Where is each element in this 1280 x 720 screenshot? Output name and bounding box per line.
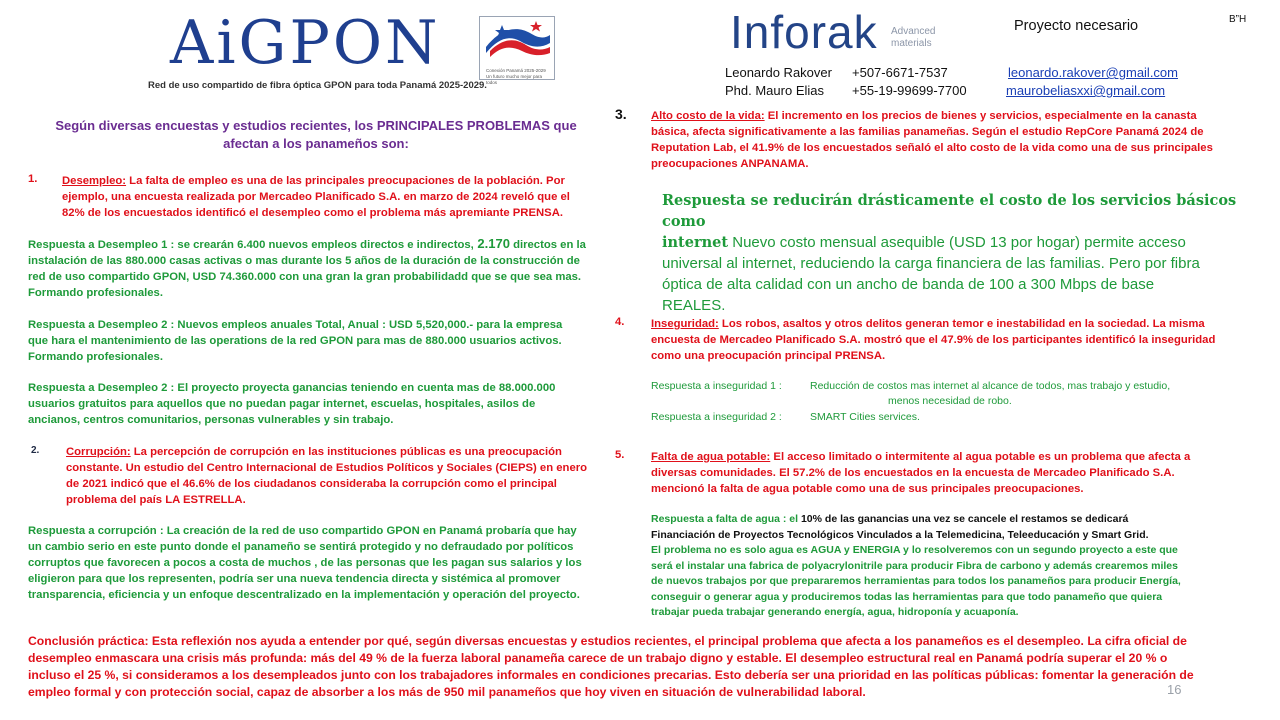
- respuesta-inseguridad-label-1: Respuesta a inseguridad 1 :: [651, 380, 782, 392]
- text-line: [28, 236, 596, 253]
- highlight-number: 2.170: [473, 236, 510, 251]
- conclusion: [28, 633, 1258, 701]
- text-line: encuesta de Mercadeo Planificado S.A. mostró que el 47.9% de los participantes identificó la inseguridad: [651, 334, 1216, 346]
- flag-caption-line: Un futuro mucho mejor para todos: [486, 74, 543, 85]
- flag-caption: [480, 68, 554, 86]
- text-line: óptica de alta calidad con un ancho de banda de 100 a 300 Mbps de base: [662, 276, 1155, 293]
- text-line: un cambio serio en este punto donde el panameño se sentirá protegido y no defraudado por políticos: [28, 541, 574, 553]
- text-line: diversas comunidades. El 57.2% de los encuestados en la encuesta de Mercadeo Planificado S.A.: [651, 467, 1175, 479]
- highlight-number: 10%: [800, 513, 822, 525]
- respuesta-agua: [651, 512, 1241, 621]
- text-span: El incremento en los precios de bienes y servicios, especialmente en la canasta: [764, 110, 1197, 122]
- text-line: ancianos, centros comunitarios, personas vulnerables y sin trabajo.: [28, 414, 394, 426]
- problem-agua: [651, 449, 1237, 497]
- subtitle: Red de uso compartido de fibra óptica GPON para toda Panamá 2025-2029.: [148, 80, 487, 91]
- text-line: [662, 232, 1246, 253]
- text-line: incluso el 25 %, si consideramos a los desempleados junto con los trabajadores informales en condiciones precarias. Esto debería ser una prioridad en las políticas públicas: fomentar la generación de: [28, 668, 1194, 682]
- text-line: de nuevos trabajos por que prepararemos herramientas para todos los panameños para producir Energía,: [651, 575, 1181, 587]
- text-span: Respuesta a falta de agua : el: [651, 513, 801, 525]
- problem-inseguridad: [651, 316, 1243, 364]
- problem-corrupcion: [66, 444, 596, 508]
- item-number: 3.: [615, 106, 627, 122]
- item-number: 1.: [28, 173, 38, 185]
- text-span: de las ganancias una vez se cancele el restamos se dedicará: [821, 513, 1129, 525]
- page-number: 16: [1167, 682, 1182, 697]
- text-line: constante. Un estudio del Centro Internacional de Estudios Políticos y Sociales (CIEPS) en enero: [66, 462, 588, 474]
- text-line: [66, 444, 596, 460]
- contact-name: Phd. Mauro Elias: [725, 83, 824, 98]
- text-span: Nuevo costo mensual asequible (USD 13 por hogar) permite acceso: [728, 234, 1186, 251]
- text-line: transparencia, eficiencia y un enfoque descentralizado en la implementación y operación del proyecto.: [28, 589, 580, 601]
- text-line: de 2021 indicó que el 46.6% de los ciudadanos consideraba la corrupción como el principal: [66, 478, 557, 490]
- text-line: Reducción de costos mas internet al alcance de todos, mas trabajo y estudio,: [810, 380, 1171, 392]
- text-line: como una preocupación principal PRENSA.: [651, 350, 886, 362]
- text-line: básica, afecta significativamente a las familias panameñas. Según el estudio RepCore Panamá 2024 de: [651, 126, 1204, 138]
- item-number: 5.: [615, 449, 625, 461]
- contact-email[interactable]: maurobeliasxxi@gmail.com: [1006, 83, 1166, 98]
- contact-email[interactable]: leonardo.rakover@gmail.com: [1008, 65, 1178, 80]
- text-line: que hara el mantenimiento de las operations de la red GPON para mas de 880.000 usuarios activos.: [28, 335, 562, 347]
- text-line: problema del país LA ESTRELLA.: [66, 494, 246, 506]
- respuesta-desempleo-3: [28, 380, 596, 428]
- item-number: 4.: [615, 316, 625, 328]
- respuesta-costo-vida: [662, 190, 1246, 316]
- item-number: 2.: [31, 445, 40, 456]
- text-line: Formando profesionales.: [28, 351, 163, 363]
- respuesta-corrupcion: [28, 523, 598, 603]
- text-line: Conclusión práctica: Esta reflexión nos ayuda a entender por qué, según diversas encuestas y estudios recientes, el principal problema que afecta a los panameños es el desempleo. La cifra oficial de: [28, 634, 1187, 648]
- text-line: Respuesta a Desempleo 2 : El proyecto proyecta ganancias teniendo en cuenta mas de 88.000.000: [28, 382, 556, 394]
- inforak-sub-line: Advanced: [891, 26, 936, 37]
- respuesta-inseguridad-label-2: Respuesta a inseguridad 2 :: [651, 411, 782, 423]
- problem-title: Desempleo:: [62, 175, 127, 187]
- inforak-sub-line: materials: [891, 38, 932, 49]
- text-line: corruptos que favorecen a pocos a costa de muchos , de las personas que les pagan sus salarios y los: [28, 557, 582, 569]
- problem-desempleo: [62, 173, 595, 221]
- text-line: ejemplo, una encuesta realizada por Mercadeo Planificado S.A. en marzo de 2024 reveló que el: [62, 191, 570, 203]
- panama-flag-logo: [479, 16, 555, 85]
- text-line: será el instalar una fabrica de polyacrylonitrile para producir Fibra de carbono y además crearemos miles: [651, 559, 1178, 572]
- text-line: red de uso compartido GPON, USD 74.360.000 con una gran la gran probabilidadd que se que sea mas.: [28, 271, 582, 283]
- problem-title: Falta de agua potable:: [651, 451, 771, 463]
- text-line: desempleo enmascara una crisis más profunda: más del 49 % de la fuerza laboral panameña carece de un trabajo digno y estable. El desempleo estructural real en Panamá podría superar el 20 % o: [28, 651, 1168, 665]
- text-line: El problema no es solo agua es AGUA y ENERGIA y lo resolveremos con un segundo proyecto a este que: [651, 544, 1178, 556]
- text-span: Respuesta a Desempleo 1 : se crearán 6.400 nuevos empleos directos e indirectos,: [28, 239, 474, 251]
- text-line: instalación de las 880.000 casas activas o mas durante los 5 años de la duración de la construcción de: [28, 255, 580, 267]
- text-line: Formando profesionales.: [28, 287, 163, 299]
- text-line: 82% de los encuestados identificó el desempleo como el problema más apremiante PRENSA.: [62, 207, 563, 219]
- intro-line: afectan a los panameños son:: [223, 136, 409, 151]
- respuesta-desempleo-1: [28, 236, 596, 301]
- aigpon-logo: AiGPON: [170, 8, 441, 78]
- text-span: internet: [662, 234, 729, 251]
- text-line: Financiación de Proyectos Tecnológicos Vinculados a la Telemedicina, Teleeducación y Smart Grid.: [651, 528, 1149, 541]
- text-line: usuarios gratuitos para aquellos que no puedan pagar internet, escuelas, hospitales, asilos de: [28, 398, 536, 410]
- problem-costo-vida: [651, 108, 1243, 172]
- text-line: [651, 449, 1237, 465]
- text-span: directos en la: [509, 239, 586, 251]
- respuesta-inseguridad-text-2: SMART Cities services.: [810, 411, 920, 423]
- proyecto-label: Proyecto necesario: [1014, 18, 1139, 34]
- problem-title: Corrupción:: [66, 446, 131, 458]
- flag-icon: [480, 17, 554, 63]
- text-span: La percepción de corrupción en las instituciones públicas es una preocupación: [130, 446, 562, 458]
- text-line: Respuesta se reducirán drásticamente el costo de los servicios básicos como: [662, 192, 1237, 230]
- contact-phone: +55-19-99699-7700: [852, 83, 967, 98]
- contact-phone: +507-6671-7537: [852, 65, 948, 80]
- respuesta-inseguridad-text-1: [810, 379, 1242, 409]
- intro-heading: [28, 117, 604, 153]
- text-span: Los robos, asaltos y otros delitos generan temor e inestabilidad en la sociedad. La misma: [718, 318, 1205, 330]
- text-line: empleo formal y con protección social, capaz de absorber a los más de 950 mil panameños que hoy viven en situación de vulnerabilidad laboral.: [28, 685, 866, 699]
- respuesta-desempleo-2: [28, 317, 596, 365]
- text-span: La falta de empleo es una de las principales preocupaciones de la población. Por: [126, 175, 565, 187]
- contact-row: [725, 64, 832, 82]
- text-line: mencionó la falta de agua potable como una de sus principales preocupaciones.: [651, 483, 1084, 495]
- text-line: REALES.: [662, 297, 726, 314]
- contact-name: Leonardo Rakover: [725, 65, 832, 80]
- problem-title: Inseguridad:: [651, 318, 719, 330]
- bh-mark: B”H: [1229, 14, 1247, 25]
- inforak-logo: Inforak: [730, 6, 878, 58]
- text-line: eligieron para que los representen, podría ser una nueva tendencia directa y sistémica al promover: [28, 573, 561, 585]
- text-line: [651, 108, 1243, 124]
- text-line: [651, 316, 1243, 332]
- text-line: Reputation Lab, el 41.9% de los encuestados señaló el alto costo de la vida como una de sus principales: [651, 142, 1213, 154]
- text-line: universal al internet, reduciendo la carga financiera de las familias. Pero por fibra: [662, 255, 1200, 272]
- text-line: trabajar pueda trabajar generando energía, agua, hidroponía y acuaponía.: [651, 606, 1019, 618]
- inforak-logo-sub: [891, 26, 935, 50]
- flag-caption-line: Conexión Panamá 2025-2029: [486, 68, 546, 73]
- text-line: Respuesta a corrupción : La creación de la red de uso compartido GPON en Panamá probaría que hay: [28, 525, 577, 537]
- text-line: conseguir o generar agua y produciremos todas las herramientas para que todo panameño que quiera: [651, 590, 1163, 603]
- text-line: preocupaciones ANPANAMA.: [651, 158, 809, 170]
- text-line: [651, 512, 1241, 528]
- text-span: El acceso limitado o intermitente al agua potable es un problema que afecta a: [770, 451, 1191, 463]
- intro-line: Según diversas encuestas y estudios recientes, los PRINCIPALES PROBLEMAS que: [55, 118, 577, 133]
- text-line: menos necesidad de robo.: [888, 395, 1012, 407]
- text-line: [62, 173, 595, 189]
- text-line: Respuesta a Desempleo 2 : Nuevos empleos anuales Total, Anual : USD 5,520,000.- para la empresa: [28, 319, 563, 331]
- problem-title: Alto costo de la vida:: [651, 110, 765, 122]
